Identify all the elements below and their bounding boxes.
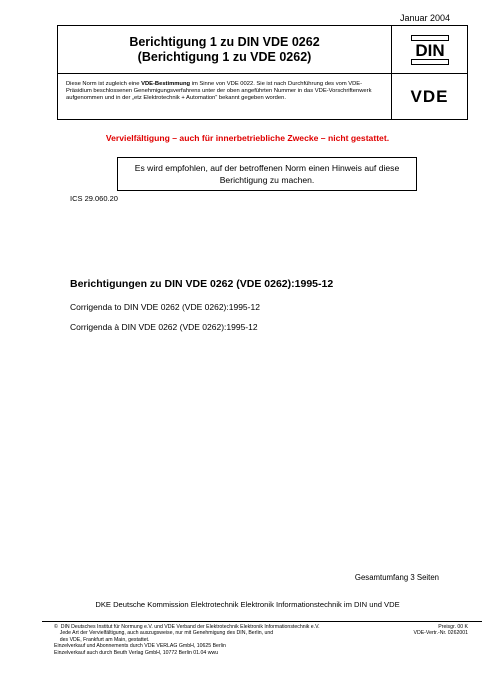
note-text-bold: VDE-Bestimmung	[141, 81, 191, 87]
total-pages: Gesamtumfang 3 Seiten	[354, 573, 439, 582]
document-header	[57, 25, 468, 120]
corrigenda-title-en: Corrigenda to DIN VDE 0262 (VDE 0262):1995-12	[70, 302, 260, 312]
corrigenda-title-fr: Corrigenda à DIN VDE 0262 (VDE 0262):1995-12	[70, 322, 258, 332]
dke-line: DKE Deutsche Kommission Elektrotechnik Elektronik Informationstechnik im DIN und VDE	[95, 600, 400, 609]
footer-copyright	[54, 624, 374, 656]
note-text-end: im Sinne von VDE 0022. Sie ist nach Durchführung des vom VDE-Präsidium beschlossenen Genehmigungsverfahrens unter der oben angeführten Nummer in das VDE-Vorschriftenwerk aufgenommen und in der „etz Elektrotechnik + Automation“ bekannt gegeben worden.	[66, 81, 372, 102]
vde-regulation-note	[58, 74, 392, 119]
ics-code: ICS 29.060.20	[70, 194, 118, 203]
footer-line: Einzelverkauf und Abonnements durch VDE VERLAG GmbH, 10625 Berlin	[54, 643, 226, 650]
reproduction-notice: Vervielfältigung – auch für innerbetriebliche Zwecke – nicht gestattet.	[105, 133, 390, 143]
din-logo-cell	[392, 26, 467, 74]
document-subtitle: (Berichtigung 1 zu VDE 0262)	[137, 49, 312, 64]
publication-date: Januar 2004	[399, 13, 450, 23]
document-title: Berichtigung 1 zu DIN VDE 0262	[129, 34, 320, 49]
vde-logo-cell	[392, 74, 467, 119]
din-logo-text: DIN	[414, 40, 445, 60]
din-logo	[411, 35, 449, 65]
footer-price-info	[378, 624, 468, 637]
vde-logo: VDE	[410, 86, 449, 106]
footer-line: des VDE, Frankfurt am Main, gestattet.	[54, 636, 150, 643]
hint-line-1: Es wird empfohlen, auf der betroffenen Norm einen Hinweis auf diese	[134, 163, 400, 173]
title-block	[58, 26, 392, 74]
price-group: Preisgr. 00 K	[438, 624, 468, 630]
footer-line: Jede Art der Vervielfältigung, auch auszugsweise, nur mit Genehmigung des DIN, Berlin, und	[54, 630, 274, 637]
corrigenda-title-de: Berichtigungen zu DIN VDE 0262 (VDE 0262):1995-12	[70, 278, 334, 290]
hint-line-2: Berichtigung zu machen.	[219, 174, 315, 185]
note-text-start: Diese Norm ist zugleich eine	[66, 81, 142, 87]
footer-line: © DIN Deutsches Institut für Normung e.V. und VDE Verband der Elektrotechnik Elektronik Informationstechnik e.V.	[54, 624, 320, 630]
vde-contract-number: VDE-Vertr.-Nr. 0262001	[413, 630, 468, 637]
hint-box	[117, 157, 417, 191]
footer-line: Einzelverkauf auch durch Beuth Verlag GmbH, 10772 Berlin 01.04 wwu	[54, 649, 219, 656]
footer-divider	[42, 621, 482, 622]
